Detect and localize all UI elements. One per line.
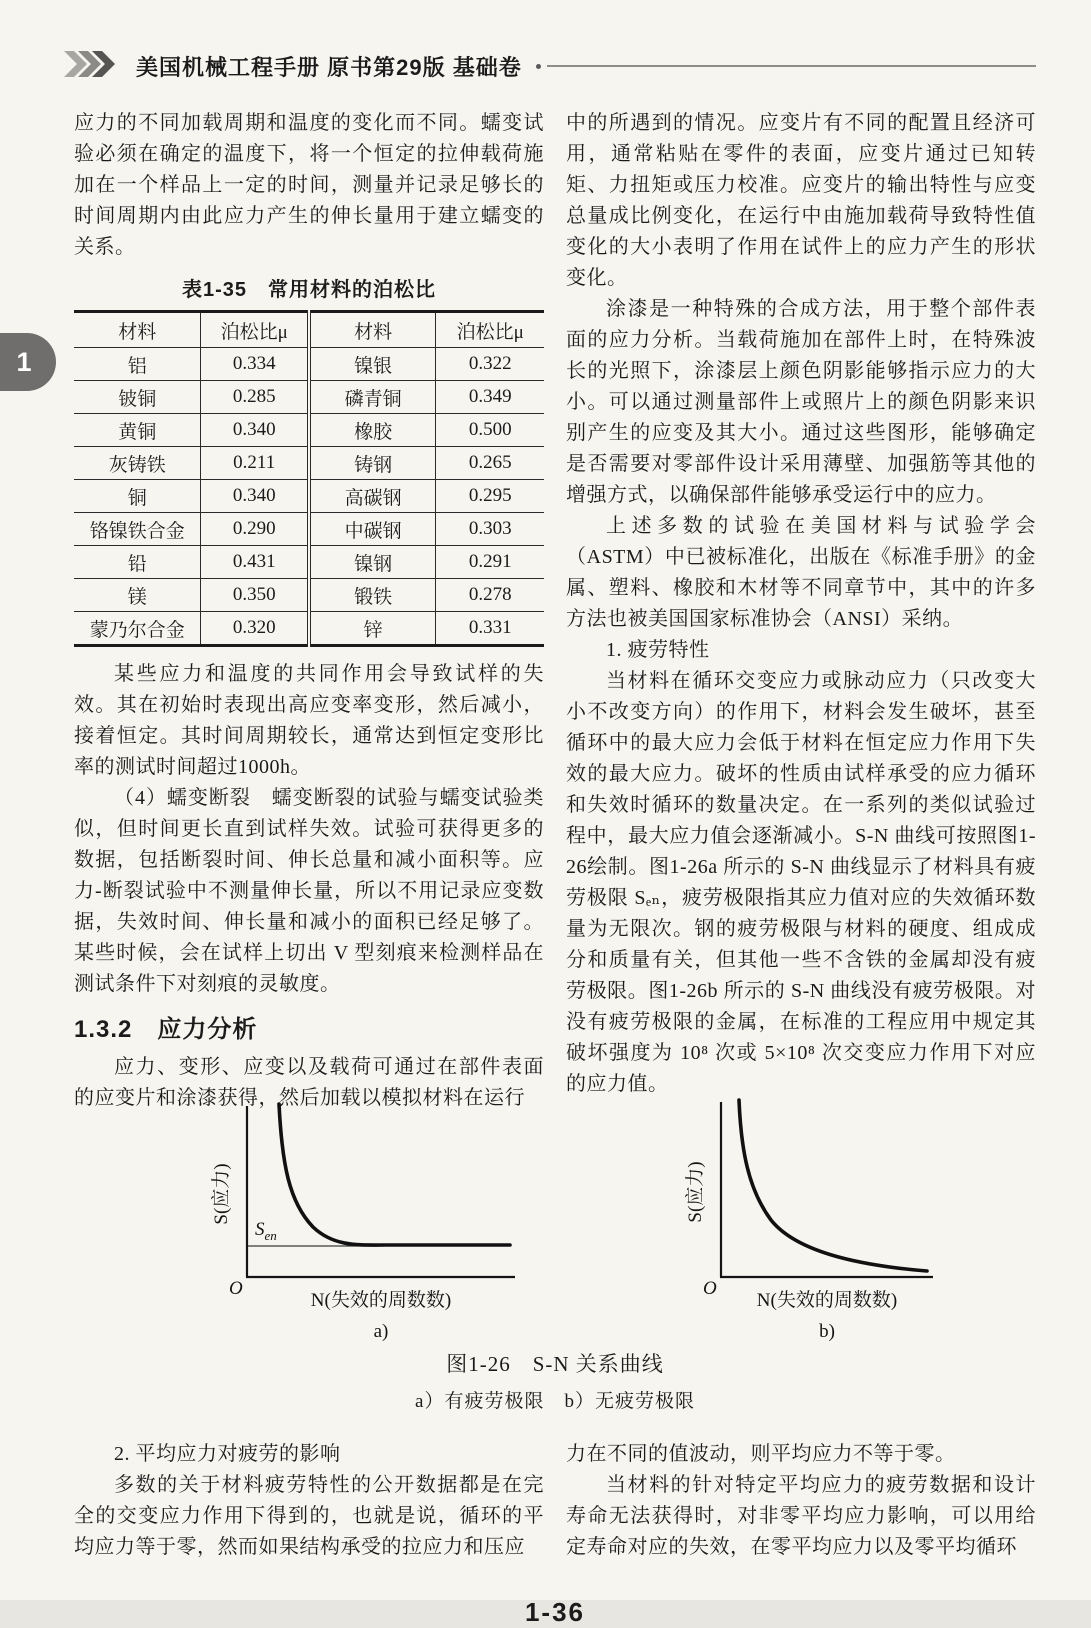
table-cell: 0.431 — [201, 546, 309, 579]
column-header: 泊松比μ — [201, 312, 309, 348]
table-cell: 0.291 — [436, 546, 544, 579]
bottom-left-column — [74, 1439, 544, 1581]
table-cell: 0.340 — [201, 414, 309, 447]
table-cell: 0.211 — [201, 447, 309, 480]
table-cell: 铬镍铁合金 — [74, 513, 201, 546]
page-header — [0, 0, 1091, 86]
table-cell: 0.285 — [201, 381, 309, 414]
table-cell: 0.322 — [436, 348, 544, 381]
subfigure-tag-a: a) — [373, 1321, 389, 1342]
table-row — [74, 447, 544, 480]
y-axis-label: S(应力) — [685, 1161, 706, 1223]
subsection-heading: 1. 疲劳特性 — [606, 639, 710, 661]
table-row — [74, 414, 544, 447]
right-column — [566, 108, 1036, 1095]
paragraph: 上述多数的试验在美国材料与试验学会（ASTM）中已被标准化，出版在《标准手册》的金属、塑料、橡胶和木材等不同章节中，其中的许多方法也被美国国家标准协会（ANSI）采纳。 — [566, 515, 1036, 630]
sn-curve-no-limit-figure — [681, 1094, 971, 1347]
triple-chevron-icon — [62, 49, 122, 84]
column-header: 泊松比μ — [436, 312, 544, 348]
table-cell: 0.350 — [201, 579, 309, 612]
table-cell: 0.334 — [201, 348, 309, 381]
table-cell: 镍银 — [309, 348, 436, 381]
figure-caption-block — [74, 1348, 1036, 1413]
header-rule-line — [547, 65, 1036, 67]
chapter-tab: 1 — [0, 333, 56, 391]
table-row — [74, 480, 544, 513]
figure-caption: 图1-26 S-N 关系曲线 — [446, 1352, 664, 1376]
table-cell: 0.320 — [201, 612, 309, 646]
table-cell: 铍铜 — [74, 381, 201, 414]
header-rule — [536, 64, 1036, 69]
table-cell: 0.349 — [436, 381, 544, 414]
origin-label: O — [703, 1278, 717, 1299]
table-row — [74, 348, 544, 381]
table-cell: 高碳钢 — [309, 480, 436, 513]
table-cell: 铝 — [74, 348, 201, 381]
x-axis-label: N(失效的周数数) — [310, 1290, 452, 1311]
subsection-heading: 2. 平均应力对疲劳的影响 — [114, 1443, 341, 1465]
table-cell: 镍钢 — [309, 546, 436, 579]
page-content — [0, 108, 1091, 1628]
section-heading: 1.3.2 应力分析 — [74, 1016, 258, 1043]
x-axis-label: N(失效的周数数) — [756, 1290, 898, 1311]
table-row — [74, 546, 544, 579]
paragraph: 力在不同的值波动，则平均应力不等于零。 — [566, 1443, 956, 1465]
paragraph: （4）蠕变断裂 蠕变断裂的试验与蠕变试验类似，但时间更长直到试样失效。试验可获得更多的数据，包括断裂时间、伸长总量和减小面积等。应力-断裂试验中不测量伸长量，所以不用记录应变数据，失效时间、伸长量和减小的面积已经足够了。某些时候，会在试样上切出 V 型刻痕来检测样品在测试条件下对刻痕的灵敏度。 — [74, 787, 544, 995]
page-number: 1-36 — [524, 1597, 586, 1627]
table-cell: 蒙乃尔合金 — [74, 612, 201, 646]
table-cell: 0.500 — [436, 414, 544, 447]
paragraph: 当材料的针对特定平均应力的疲劳数据和设计寿命无法获得时，对非零平均应力影响，可以用给定寿命对应的失效，在零平均应力以及零平均循环 — [566, 1474, 1036, 1558]
table-cell: 中碳钢 — [309, 513, 436, 546]
table-cell: 0.278 — [436, 579, 544, 612]
book-title: 美国机械工程手册 原书第29版 基础卷 — [136, 54, 522, 80]
table-cell: 0.340 — [201, 480, 309, 513]
table-cell: 0.265 — [436, 447, 544, 480]
poisson-ratio-table — [74, 310, 544, 647]
paragraph: 涂漆是一种特殊的合成方法，用于整个部件表面的应力分析。当载荷施加在部件上时，在特殊波长的光照下，涂漆层上颜色阴影能够指示应力的大小。可以通过测量部件上或照片上的颜色阴影来识别产生的应变及其大小。通过这些图形，能够确定是否需要对零部件设计采用薄壁、加强筋等其他的增强方式，以确保部件能够承受运行中的应力。 — [566, 298, 1036, 506]
table-title: 表1-35 常用材料的泊松比 — [181, 279, 437, 301]
paragraph: 某些应力和温度的共同作用会导致试样的失效。其在初始时表现出高应变率变形，然后减小，接着恒定。其时间周期较长，通常达到恒定变形比率的测试时间超过1000h。 — [74, 663, 544, 778]
subfigure-tag-b: b) — [819, 1321, 835, 1342]
bottom-right-column — [566, 1439, 1036, 1581]
table-cell: 0.295 — [436, 480, 544, 513]
paragraph: 中的所遇到的情况。应变片有不同的配置且经济可用，通常粘贴在零件的表面，应变片通过已知转矩、力扭矩或压力校准。应变片的输出特性与应变总量成比例变化，在运行中由施加载荷导致特性值变化的大小表明了作用在试件上的应力产生的形状变化。 — [566, 112, 1036, 289]
table-cell: 锌 — [309, 612, 436, 646]
table-cell: 镁 — [74, 579, 201, 612]
left-column — [74, 108, 544, 1109]
column-header: 材料 — [309, 312, 436, 348]
bottom-columns — [74, 1439, 1036, 1581]
paragraph: 应力、变形、应变以及载荷可通过在部件表面的应变片和涂漆获得，然后加载以模拟材料在运行 — [74, 1056, 544, 1109]
paragraph: 当材料在循环交变应力或脉动应力（只改变大小不改变方向）的作用下，材料会发生破坏，甚至循环中的最大应力会低于材料在恒定应力作用下失效的最大应力。破坏的性质由试样承受的应力循环和失效时循环的数量决定。在一系列的类似试验过程中，最大应力值会逐渐减小。S-N 曲线可按照图1-26绘制。图1-26a 所示的 S-N 曲线显示了材料具有疲劳极限 Sₑₙ，疲劳极限指其应力值对应的失效循环数量为无限次。钢的疲劳极限与材料的硬度、组成成分和质量有关，但其他一些不含铁的金属却没有疲劳极限。图1-26b 所示的 S-N 曲线没有疲劳极限。对没有疲劳极限的金属，在标准的工程应用中规定其破坏强度为 10⁸ 次或 5×10⁸ 次交变应力作用下对应的应力值。 — [566, 670, 1036, 1095]
table-row — [74, 579, 544, 612]
sn-curve-with-limit-figure — [207, 1094, 537, 1347]
table-row — [74, 612, 544, 646]
y-axis-label: S(应力) — [211, 1163, 232, 1225]
table-cell: 灰铸铁 — [74, 447, 201, 480]
sn-curve-b — [739, 1100, 927, 1271]
origin-label: O — [229, 1278, 243, 1299]
table-row — [74, 381, 544, 414]
figure-subcaption: a）有疲劳极限 b）无疲劳极限 — [415, 1391, 695, 1412]
table-header-row — [74, 312, 544, 348]
sen-label: $S_{en}$ — [255, 1219, 277, 1243]
paragraph: 多数的关于材料疲劳特性的公开数据都是在完全的交变应力作用下得到的，也就是说，循环的平均应力等于零，然而如果结构承受的拉应力和压应 — [74, 1474, 544, 1558]
table-cell: 0.290 — [201, 513, 309, 546]
column-header: 材料 — [118, 321, 157, 343]
table-cell: 铸钢 — [309, 447, 436, 480]
table-cell: 磷青铜 — [309, 381, 436, 414]
table-cell: 铜 — [74, 480, 201, 513]
table-cell: 黄铜 — [74, 414, 201, 447]
table-cell: 0.303 — [436, 513, 544, 546]
table-cell: 铅 — [74, 546, 201, 579]
sn-curve-a — [279, 1104, 510, 1245]
table-row — [74, 513, 544, 546]
table-cell: 0.331 — [436, 612, 544, 646]
table-cell: 锻铁 — [309, 579, 436, 612]
header-rule-dot — [536, 64, 541, 69]
paragraph: 应力的不同加载周期和温度的变化而不同。蠕变试验必须在确定的温度下，将一个恒定的拉伸载荷施加在一个样品上一定的时间，测量并记录足够长的时间周期内由此应力产生的伸长量用于建立蠕变的关系。 — [74, 112, 544, 258]
figure-1-26 — [74, 1094, 1036, 1342]
table-cell: 橡胶 — [309, 414, 436, 447]
main-columns — [74, 108, 1036, 1109]
